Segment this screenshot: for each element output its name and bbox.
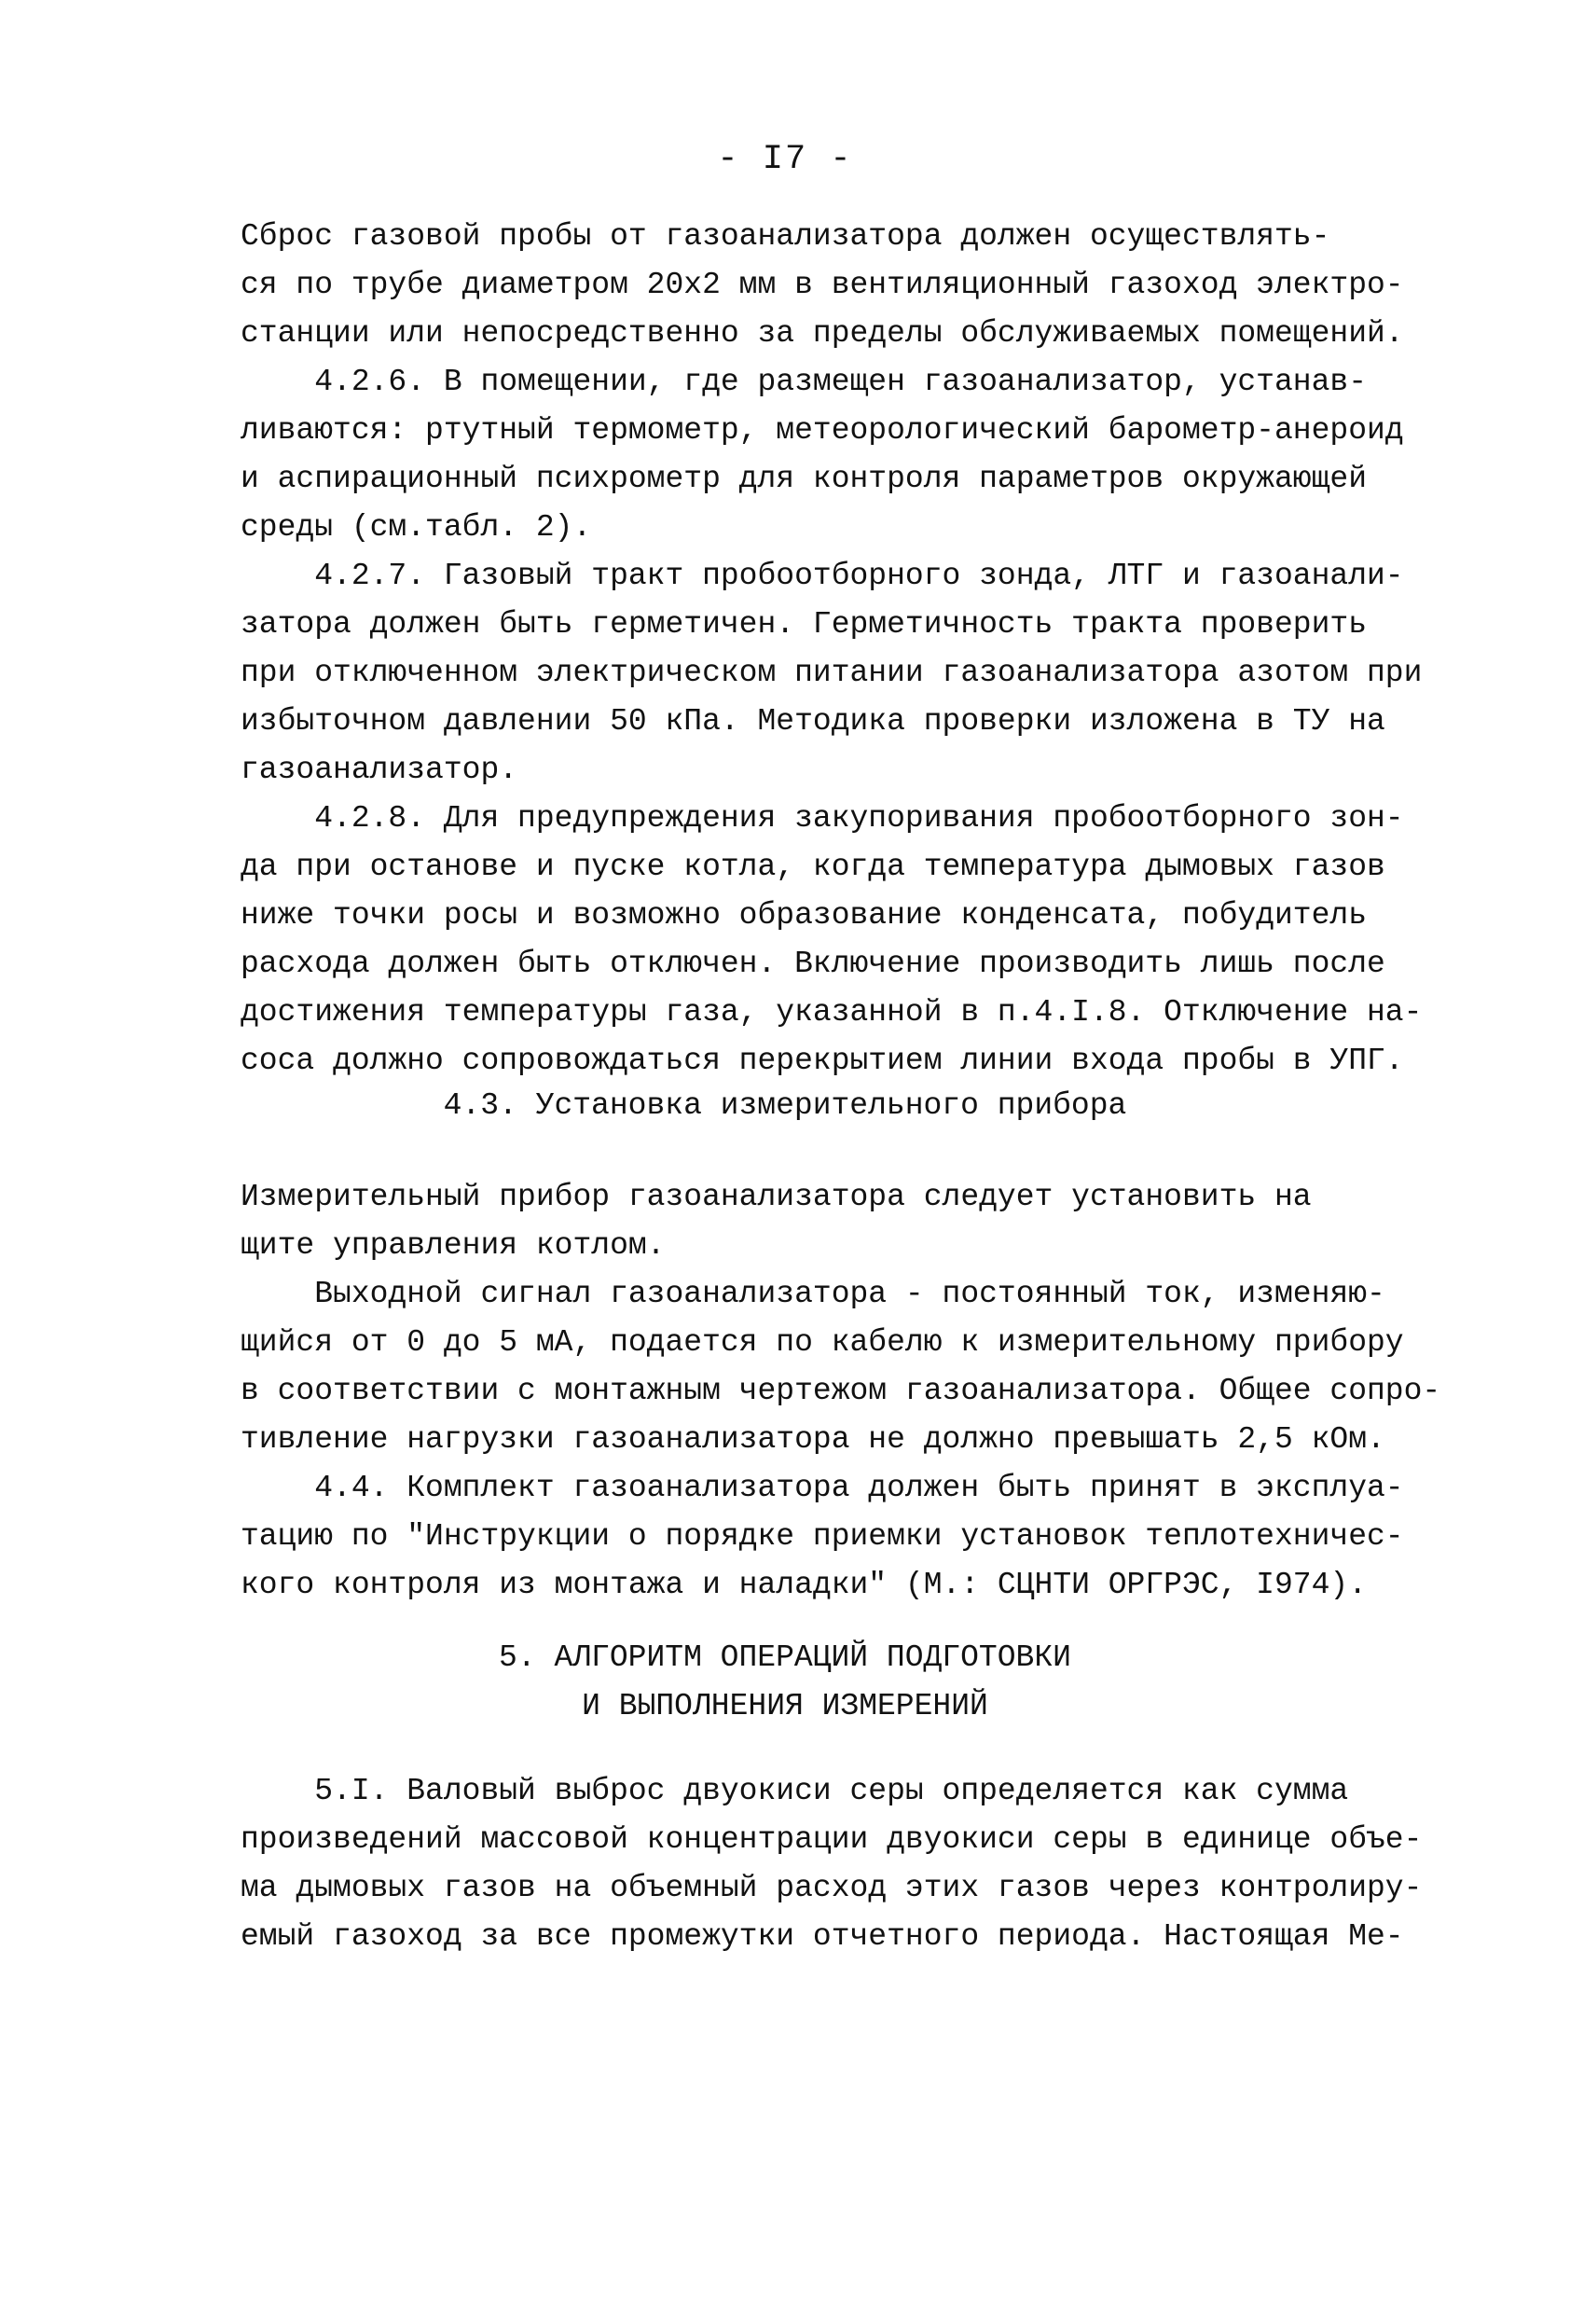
text-line: да при останове и пуске котла, когда температура дымовых газов [241,850,1385,884]
text-line: тацию по "Инструкции о порядке приемки установок теплотехничес- [241,1519,1404,1554]
text-line: Выходной сигнал газоанализатора - постоянный ток, изменяю- [241,1277,1385,1311]
text-line: ниже точки росы и возможно образование конденсата, побудитель [241,898,1367,933]
text-line: тивление нагрузки газоанализатора не должно превышать 2,5 кОм. [241,1422,1385,1457]
text-line: при отключенном электрическом питании газоанализатора азотом при [241,656,1423,690]
text-line: и аспирационный психрометр для контроля параметров окружающей [241,462,1367,496]
text-line: затора должен быть герметичен. Герметичность тракта проверить [241,607,1367,642]
text-line: станции или непосредственно за пределы обслуживаемых помещений. [241,316,1404,351]
text-line: Измерительный прибор газоанализатора следует установить на [241,1180,1312,1214]
text-line: расхода должен быть отключен. Включение производить лишь после [241,947,1385,981]
text-block-1 [241,213,1423,1086]
text-line: щийся от 0 до 5 мА, подается по кабелю к измерительному прибору [241,1325,1404,1360]
text-line: произведений массовой концентрации двуокиси серы в единице объе- [241,1822,1423,1857]
text-line: ливаются: ртутный термометр, метеорологический барометр-анероид [241,413,1404,448]
text-line: ма дымовых газов на объемный расход этих газов через контролиру- [241,1871,1423,1905]
text-line: 4.4. Комплект газоанализатора должен быть принят в эксплуа- [241,1471,1404,1505]
text-line: 5.I. Валовый выброс двуокиси серы определяется как сумма [241,1774,1349,1808]
section-heading-4-3: 4.3. Установка измерительного прибора [443,1088,1127,1123]
text-line: среды (см.табл. 2). [241,510,592,545]
text-line: достижения температуры газа, указанной в п.4.I.8. Отключение на- [241,995,1423,1030]
text-line: емый газоход за все промежутки отчетного периода. Настоящая Ме- [241,1919,1404,1954]
section-heading-5-line-1: 5. АЛГОРИТМ ОПЕРАЦИЙ ПОДГОТОВКИ [499,1640,1071,1675]
text-line: кого контроля из монтажа и наладки" (М.: СЦНТИ ОРГРЭС, I974). [241,1568,1367,1602]
section-heading-5-line-2: И ВЫПОЛНЕНИЯ ИЗМЕРЕНИЙ [582,1689,988,1723]
text-line: избыточном давлении 50 кПа. Методика проверки изложена в ТУ на [241,704,1385,739]
text-line: Сброс газовой пробы от газоанализатора должен осуществлять- [241,219,1330,254]
text-line: газоанализатор. [241,753,518,787]
text-line: 4.2.6. В помещении, где размещен газоанализатор, устанав- [241,365,1367,399]
text-line: 4.2.7. Газовый тракт пробоотборного зонда, ЛТГ и газоанали- [241,559,1404,593]
text-line: щите управления котлом. [241,1228,666,1263]
text-line: 4.2.8. Для предупреждения закупоривания пробоотборного зон- [241,801,1404,836]
text-line: в соответствии с монтажным чертежом газоанализатора. Общее сопро- [241,1374,1441,1408]
text-block-3 [241,1767,1423,1961]
text-block-2 [241,1173,1441,1610]
text-line: соса должно сопровождаться перекрытием линии входа пробы в УПГ. [241,1044,1404,1078]
text-line: ся по трубе диаметром 20х2 мм в вентиляционный газоход электро- [241,268,1404,302]
page-number: - I7 - [717,140,853,179]
